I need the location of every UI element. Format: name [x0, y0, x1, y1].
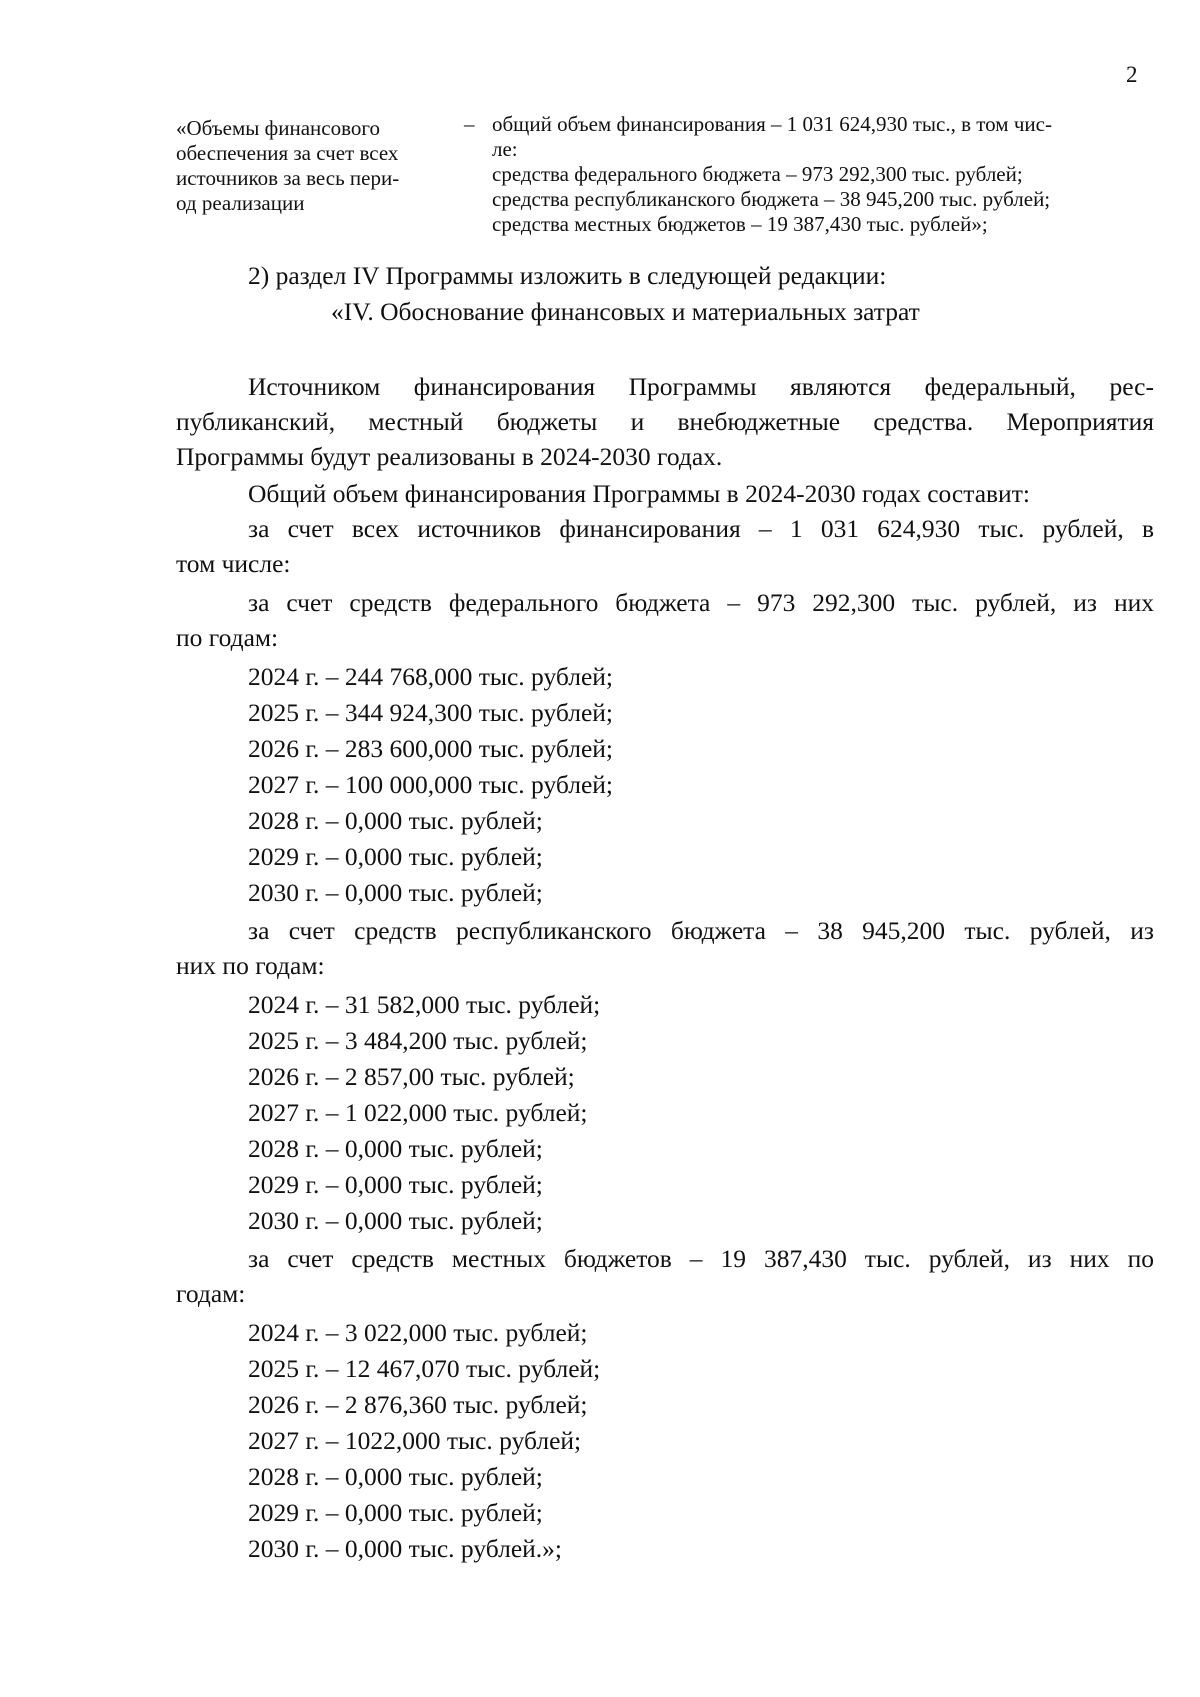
republican-year-line: 2026 г. – 2 857,00 тыс. рублей; — [248, 1062, 575, 1091]
passport-label — [176, 116, 446, 216]
federal-year-line: 2029 г. – 0,000 тыс. рублей; — [248, 842, 543, 871]
local-year-line: 2027 г. – 1022,000 тыс. рублей; — [248, 1426, 582, 1455]
federal-year-line: 2027 г. – 100 000,000 тыс. рублей; — [248, 770, 613, 799]
paragraph-line: публиканский, местный бюджеты и внебюджетные средства. Мероприятия — [176, 407, 1154, 436]
local-year-line: 2029 г. – 0,000 тыс. рублей; — [248, 1498, 543, 1527]
passport-value-line: средства республиканского бюджета – 38 945,200 тыс. рублей; — [492, 187, 1051, 211]
passport-value-line: средства федерального бюджета – 973 292,300 тыс. рублей; — [492, 162, 1023, 186]
republican-intro: за счет средств республиканского бюджета – 38 945,200 тыс. рублей, из — [248, 916, 1154, 945]
republican-year-line: 2028 г. – 0,000 тыс. рублей; — [248, 1134, 543, 1163]
passport-label-line: источников за весь пери- — [176, 166, 400, 190]
republican-year-line: 2024 г. – 31 582,000 тыс. рублей; — [248, 990, 601, 1019]
passport-label-line: од реализации — [176, 191, 305, 215]
republican-year-line: 2027 г. – 1 022,000 тыс. рублей; — [248, 1098, 588, 1127]
passport-value-line: средства местных бюджетов – 19 387,430 тыс. рублей»; — [492, 212, 988, 236]
passport-value — [492, 112, 1156, 237]
federal-intro: за счет средств федерального бюджета – 973 292,300 тыс. рублей, из них — [248, 588, 1154, 617]
paragraph-line: Источником финансирования Программы являются федеральный, рес- — [248, 372, 1154, 401]
all-sources-line: том числе: — [176, 549, 291, 578]
local-intro: годам: — [176, 1279, 246, 1308]
all-sources-line: за счет всех источников финансирования – 1 031 624,930 тыс. рублей, в — [248, 514, 1154, 543]
total-intro: Общий объем финансирования Программы в 2024-2030 годах составит: — [248, 479, 1030, 508]
passport-dash: – — [464, 112, 475, 136]
federal-year-line: 2025 г. – 344 924,300 тыс. рублей; — [248, 698, 613, 727]
republican-year-line: 2029 г. – 0,000 тыс. рублей; — [248, 1170, 543, 1199]
federal-intro: по годам: — [176, 623, 279, 652]
local-year-line: 2025 г. – 12 467,070 тыс. рублей; — [248, 1354, 601, 1383]
passport-value-line: общий объем финансирования – 1 031 624,930 тыс., в том чис- — [492, 112, 1052, 136]
paragraph-line: Программы будут реализованы в 2024-2030 годах. — [176, 442, 723, 471]
local-year-line: 2026 г. – 2 876,360 тыс. рублей; — [248, 1390, 588, 1419]
amendment-line: 2) раздел IV Программы изложить в следующей редакции: — [248, 261, 887, 290]
local-intro: за счет средств местных бюджетов – 19 387,430 тыс. рублей, из них по — [248, 1244, 1154, 1273]
page-number: 2 — [1126, 62, 1138, 87]
passport-label-line: «Объемы финансового — [176, 116, 380, 140]
section-title: «IV. Обоснование финансовых и материальных затрат — [331, 297, 920, 326]
republican-year-line: 2030 г. – 0,000 тыс. рублей; — [248, 1206, 543, 1235]
federal-year-line: 2028 г. – 0,000 тыс. рублей; — [248, 806, 543, 835]
local-year-line: 2024 г. – 3 022,000 тыс. рублей; — [248, 1318, 588, 1347]
republican-intro: них по годам: — [176, 951, 325, 980]
passport-value-line: ле: — [492, 137, 518, 161]
federal-year-line: 2026 г. – 283 600,000 тыс. рублей; — [248, 734, 613, 763]
republican-year-line: 2025 г. – 3 484,200 тыс. рублей; — [248, 1026, 588, 1055]
federal-year-line: 2024 г. – 244 768,000 тыс. рублей; — [248, 662, 613, 691]
local-year-line: 2028 г. – 0,000 тыс. рублей; — [248, 1462, 543, 1491]
federal-year-line: 2030 г. – 0,000 тыс. рублей; — [248, 878, 543, 907]
local-year-line: 2030 г. – 0,000 тыс. рублей.»; — [248, 1534, 562, 1563]
passport-label-line: обеспечения за счет всех — [176, 141, 399, 165]
